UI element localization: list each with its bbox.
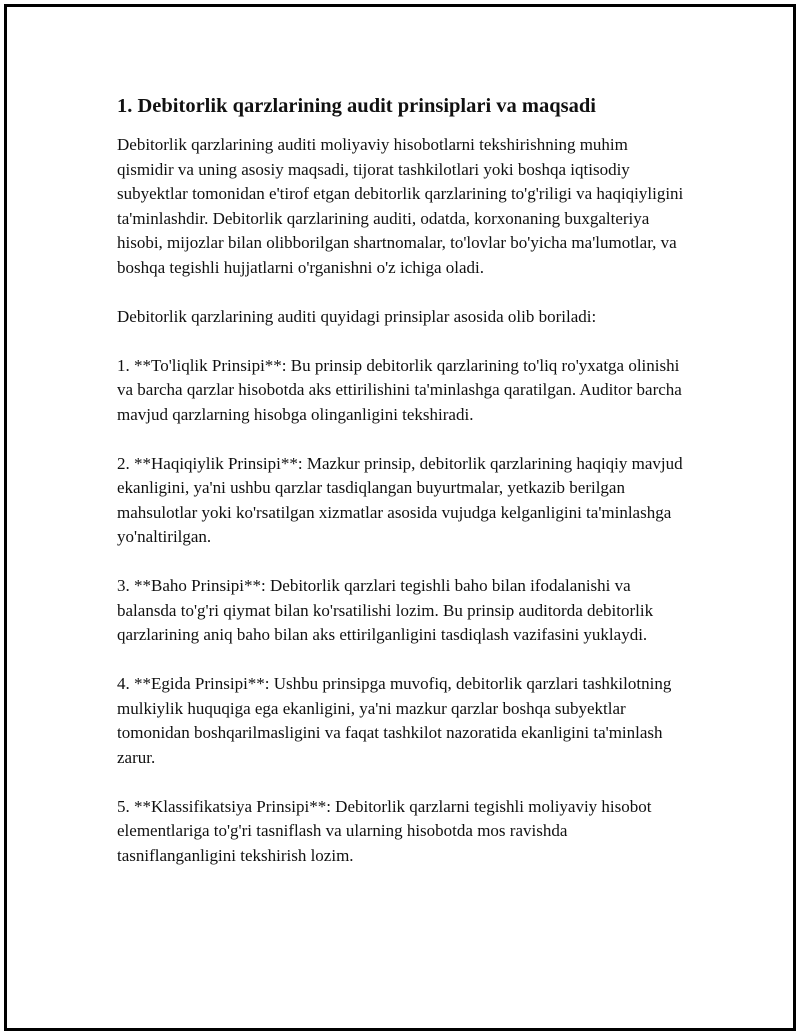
document-body xyxy=(117,92,687,893)
principle-existence: 2. **Haqiqiylik Prinsipi**: Mazkur prinsip, debitorlik qarzlarining haqiqiy mavjud ekanligini, ya'ni ushbu qarzlar tasdiqlangan buyurtmalar, yetkazib berilgan mahsulotlar yoki ko'rsatilgan xizmatlar asosida vujudga kelganligini ta'minlashga yo'naltirilgan. xyxy=(117,453,683,546)
section-title: 1. Debitorlik qarzlarining audit prinsiplari va maqsadi xyxy=(117,95,596,117)
principle-classification: 5. **Klassifikatsiya Prinsipi**: Debitorlik qarzlarni tegishli moliyaviy hisobot elementlariga to'g'ri tasniflash va ularning hisobotda mos ravishda tasniflanganligini tekshirish lozim. xyxy=(117,796,652,865)
principle-ownership: 4. **Egida Prinsipi**: Ushbu prinsipga muvofiq, debitorlik qarzlari tashkilotning mulkiylik huquqiga ega ekanligini, ya'ni mazkur qarzlar boshqa subyektlar tomonidan boshqarilmasligini va faqat tashkilot nazoratida ekanligini ta'minlash zarur. xyxy=(117,674,672,767)
paragraph-principles-lead: Debitorlik qarzlarining auditi quyidagi prinsiplar asosida olib boriladi: xyxy=(117,306,597,326)
principle-completeness: 1. **To'liqlik Prinsipi**: Bu prinsip debitorlik qarzlarining to'liq ro'yxatga olinishi va barcha qarzlar hisobotda aks ettirilishini ta'minlashga qaratilgan. Auditor barcha mavjud qarzlarning hisobga olinganligini tekshiradi. xyxy=(117,355,682,424)
principle-valuation: 3. **Baho Prinsipi**: Debitorlik qarzlari tegishli baho bilan ifodalanishi va balansda to'g'ri qiymat bilan ko'rsatilishi lozim. Bu prinsip auditorda debitorlik qarzlarining aniq baho bilan aks ettirilganligini tasdiqlash vazifasini yuklaydi. xyxy=(117,576,654,644)
paragraph-intro: Debitorlik qarzlarining auditi moliyaviy hisobotlarni tekshirishning muhim qismidir va uning asosiy maqsadi, tijorat tashkilotlari yoki boshqa iqtisodiy subyektlar tomonidan e'tirof etgan debitorlik qarzlarining to'g'riligi va haqiqiyligini ta'minlashdir. Debitorlik qarzlarining auditi, odatda, korxonaning buxgalteriya hisobi, mijozlar bilan olibborilgan shartnomalar, to'lovlar bo'yicha ma'lumotlar, va boshqa tegishli hujjatlarni o'rganishni o'z ichiga oladi. xyxy=(117,135,684,277)
